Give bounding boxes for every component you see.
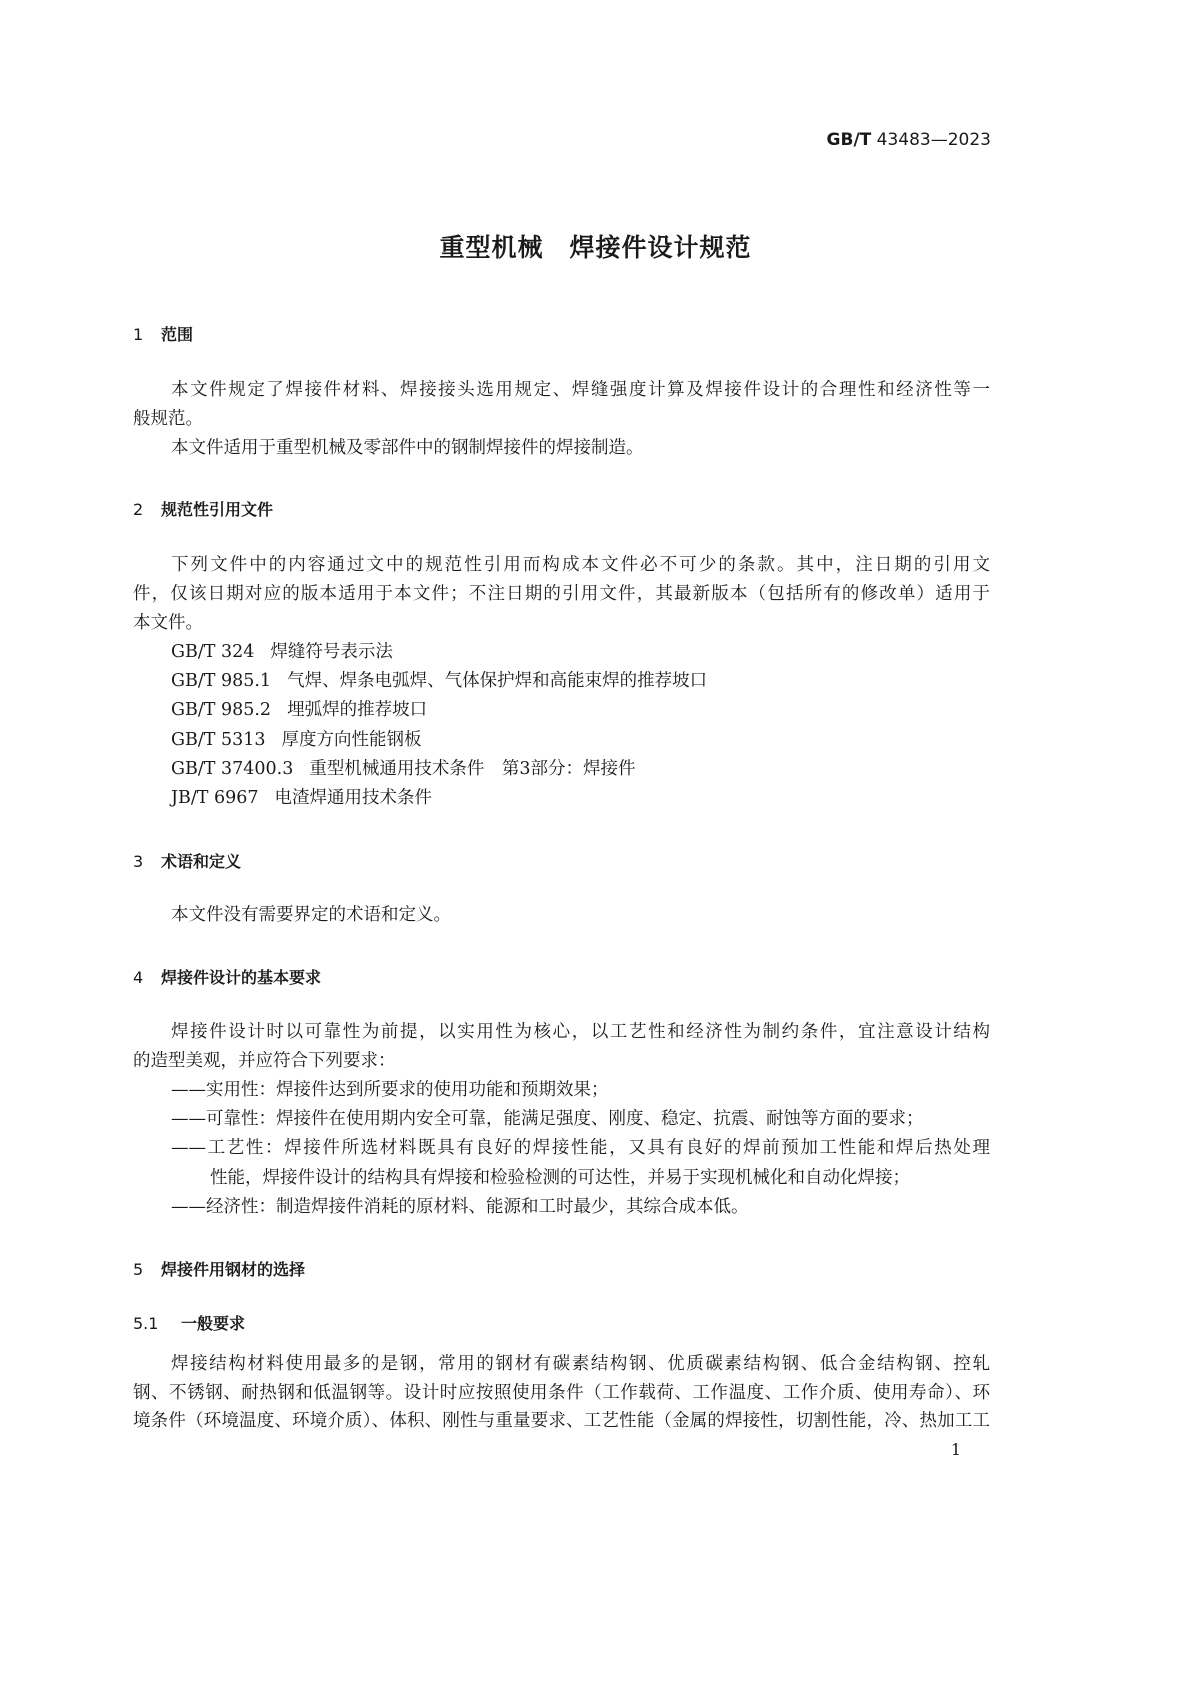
paragraph-line: 焊接结构材料使用最多的是钢，常用的钢材有碳素结构钢、优质碳素结构钢、低合金结构钢、控轧: [171, 1354, 990, 1374]
standard-number: GB/T 43483—2023: [826, 130, 991, 150]
paragraph-line: 的造型美观，并应符合下列要求：: [133, 1051, 396, 1071]
section-5-heading: 5 焊接件用钢材的选择: [133, 1260, 306, 1279]
paragraph-line: 钢、不锈钢、耐热钢和低温钢等。设计时应按照使用条件（工作载荷、工作温度、工作介质、使用寿命）、环: [133, 1383, 990, 1403]
paragraph-line: 本文件。: [133, 613, 203, 633]
paragraph-line: 本文件没有需要界定的术语和定义。: [171, 905, 451, 925]
paragraph-line: 焊接件设计时以可靠性为前提，以实用性为核心，以工艺性和经济性为制约条件，宜注意设计结构: [171, 1022, 990, 1042]
reference-item: GB/T 985.1 气焊、焊条电弧焊、气体保护焊和高能束焊的推荐坡口: [171, 671, 708, 691]
paragraph-line: 下列文件中的内容通过文中的规范性引用而构成本文件必不可少的条款。其中，注日期的引用文: [171, 555, 990, 575]
list-item: ——经济性：制造焊接件消耗的原材料、能源和工时最少，其综合成本低。: [171, 1197, 749, 1217]
list-item: ——可靠性：焊接件在使用期内安全可靠，能满足强度、刚度、稳定、抗震、耐蚀等方面的要求；: [171, 1109, 924, 1129]
list-item: ——工艺性：焊接件所选材料既具有良好的焊接性能，又具有良好的焊前预加工性能和焊后热处理: [171, 1138, 990, 1158]
page-number: 1: [950, 1440, 961, 1459]
paragraph-line: 本文件适用于重型机械及零部件中的钢制焊接件的焊接制造。: [171, 438, 644, 458]
section-2-heading: 2 规范性引用文件: [133, 500, 274, 519]
reference-item: GB/T 37400.3 重型机械通用技术条件 第3部分：焊接件: [171, 759, 636, 779]
section-5-1-heading: 5.1 一般要求: [133, 1314, 246, 1333]
section-1-heading: 1 范围: [133, 325, 194, 344]
paragraph-line: 般规范。: [133, 409, 203, 429]
document-title: 重型机械 焊接件设计规范: [439, 233, 752, 262]
section-3-heading: 3 术语和定义: [133, 852, 242, 871]
list-item-continuation: 性能，焊接件设计的结构具有焊接和检验检测的可达性，并易于实现机械化和自动化焊接；: [210, 1168, 910, 1188]
reference-item: GB/T 985.2 埋弧焊的推荐坡口: [171, 700, 428, 720]
reference-item: GB/T 5313 厚度方向性能钢板: [171, 730, 422, 750]
reference-item: GB/T 324 焊缝符号表示法: [171, 642, 393, 662]
list-item: ——实用性：焊接件达到所要求的使用功能和预期效果；: [171, 1080, 609, 1100]
section-4-heading: 4 焊接件设计的基本要求: [133, 968, 322, 987]
paragraph-line: 件，仅该日期对应的版本适用于本文件；不注日期的引用文件，其最新版本（包括所有的修改单）适用于: [133, 584, 990, 604]
reference-item: JB/T 6967 电渣焊通用技术条件: [171, 788, 433, 808]
paragraph-line: 境条件（环境温度、环境介质）、体积、刚性与重量要求、工艺性能（金属的焊接性，切割性能，冷、热加工工: [133, 1411, 990, 1431]
paragraph-line: 本文件规定了焊接件材料、焊接接头选用规定、焊缝强度计算及焊接件设计的合理性和经济性等一: [171, 380, 990, 400]
